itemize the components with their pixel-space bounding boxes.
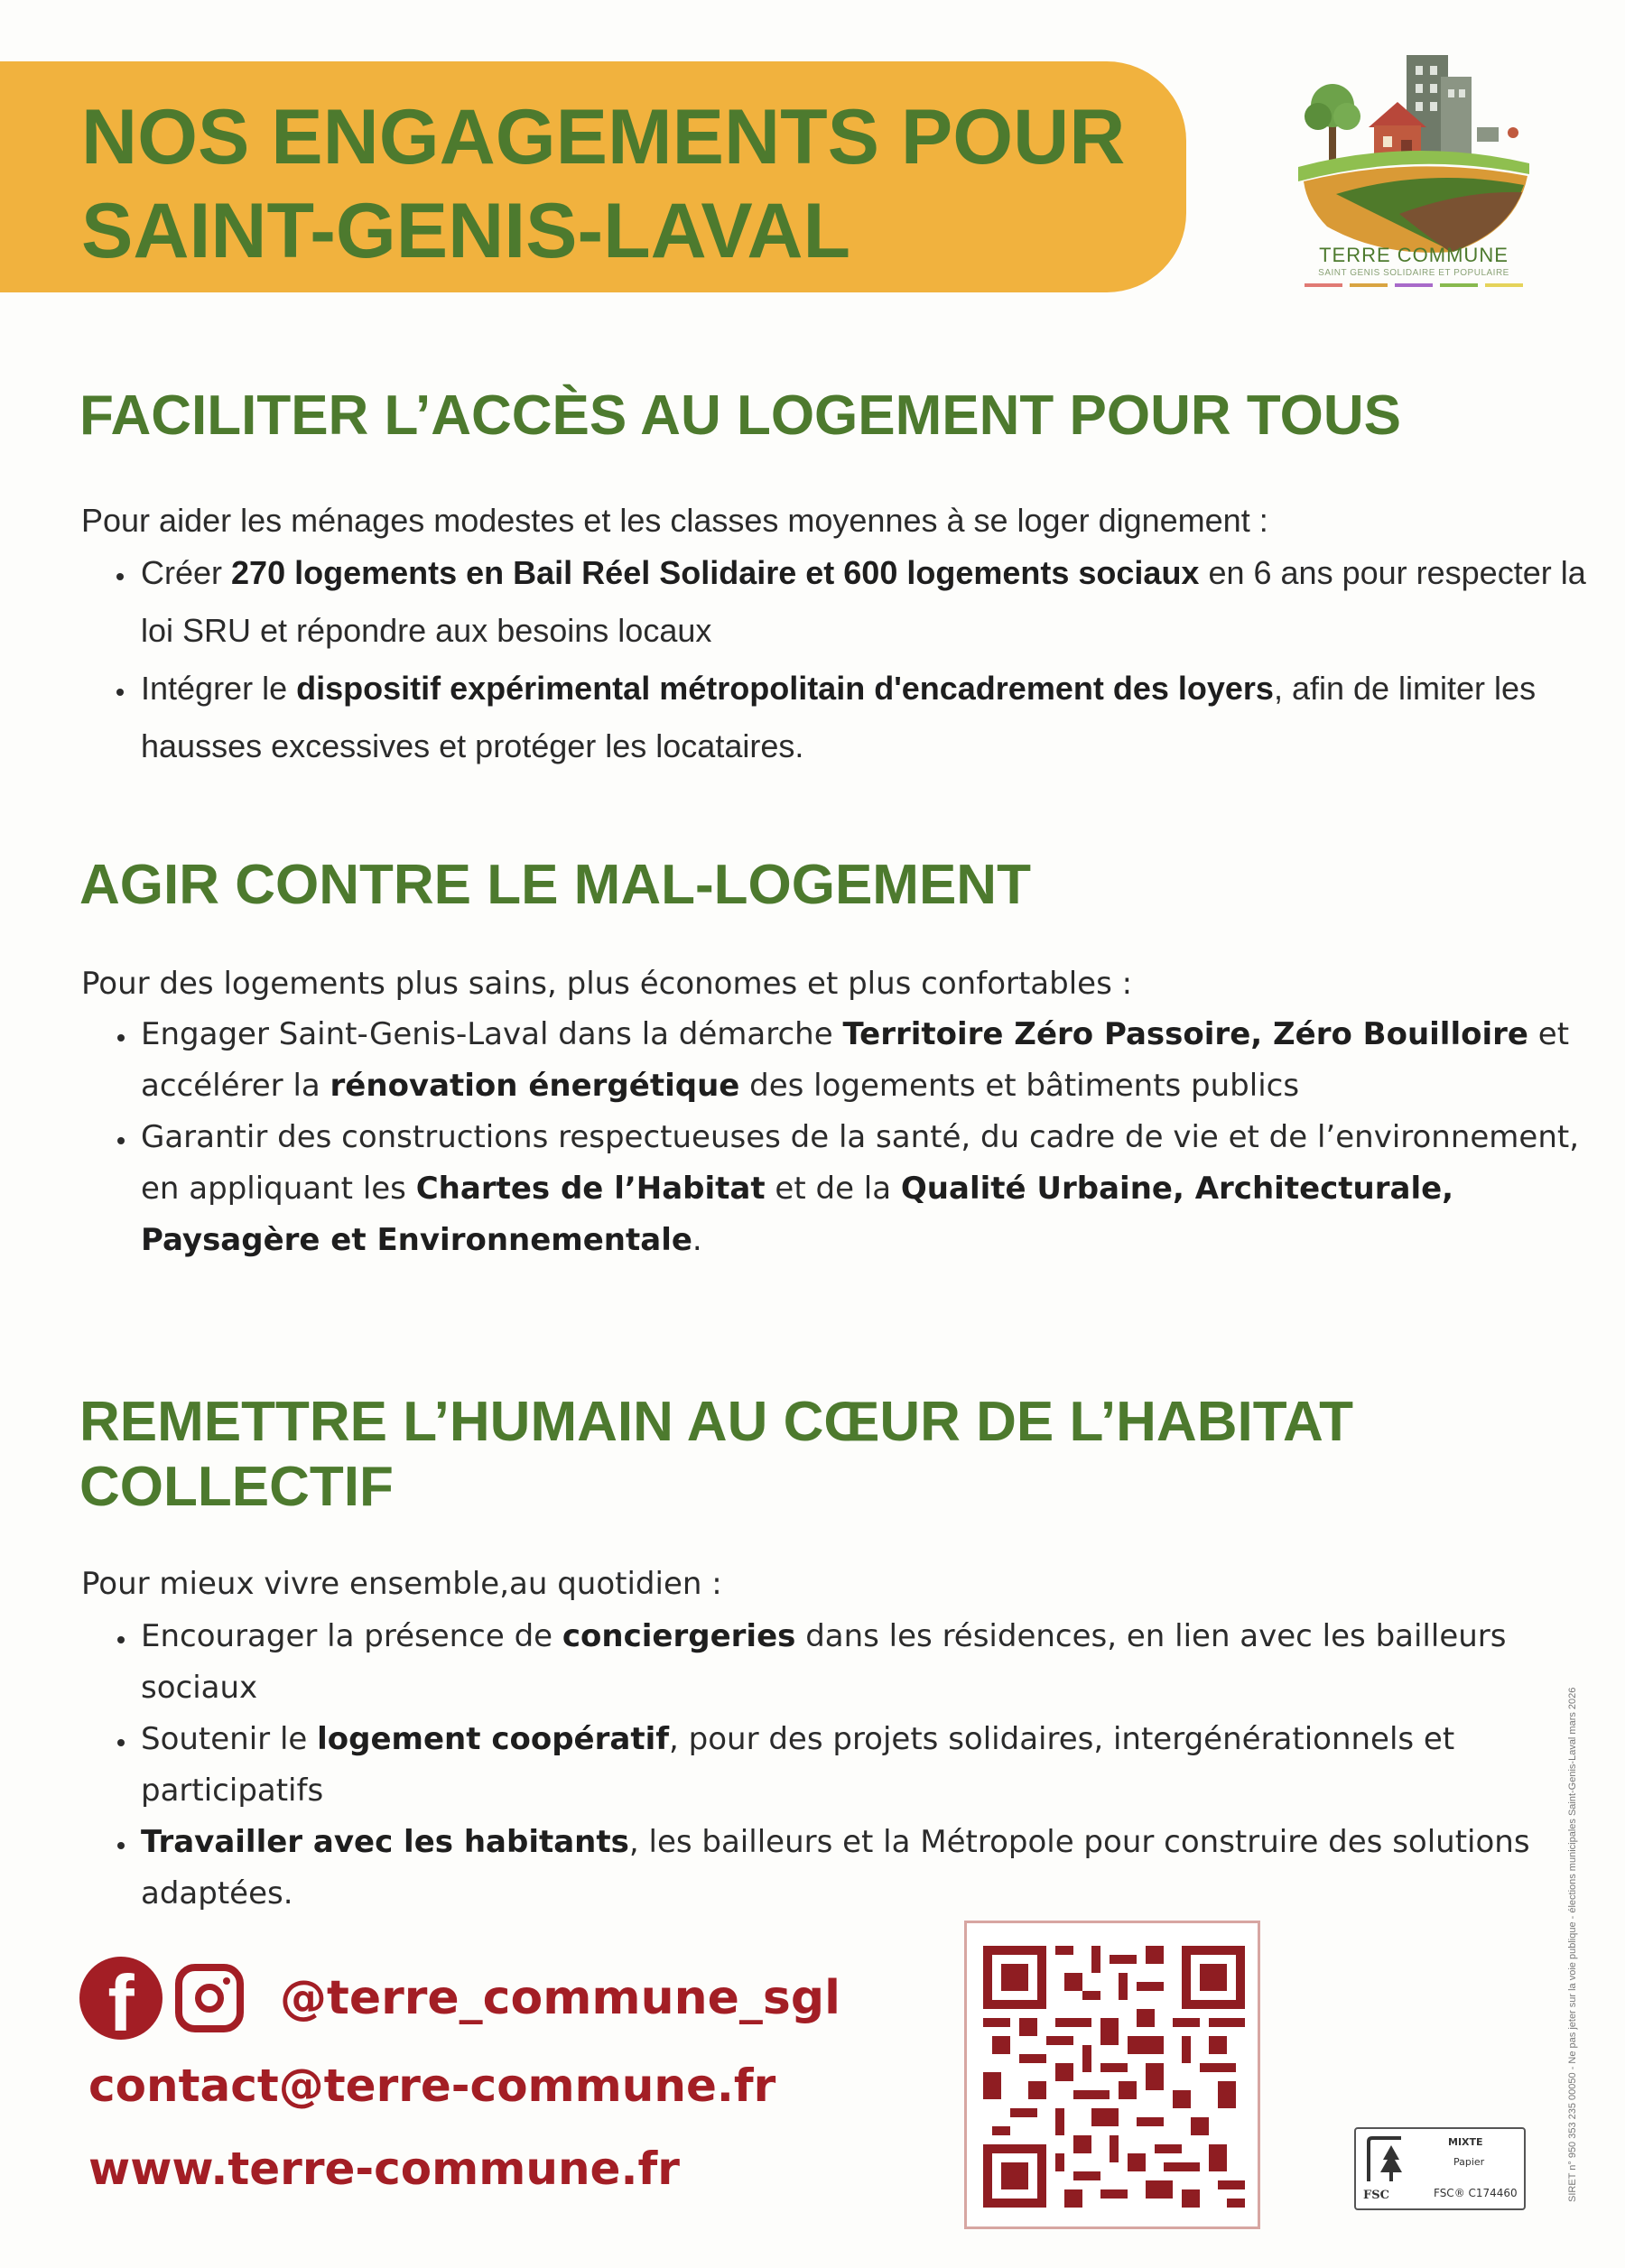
bullet-text: , afin de limiter les hausses excessives et protéger les locataires.: [141, 670, 1537, 764]
bullet-text: des logements et bâtiments publics: [739, 1068, 1300, 1104]
bullet-text: et accélérer la: [141, 1016, 1570, 1104]
bullet-text: Soutenir le: [141, 1721, 318, 1757]
bullet-item: [137, 660, 1618, 775]
page-title: [81, 90, 1201, 278]
bullet-text: dans les résidences, en lien avec les bailleurs sociaux: [141, 1618, 1507, 1706]
bullet-item: [137, 1009, 1582, 1112]
social-handle[interactable]: @terre_commune_sgl: [280, 1971, 840, 2025]
website-link[interactable]: www.terre-commune.fr: [88, 2143, 680, 2195]
contact-email[interactable]: contact@terre-commune.fr: [88, 2060, 776, 2112]
section-title-line-1: REMETTRE L’HUMAIN AU CŒUR DE L’HABITAT: [79, 1391, 1354, 1453]
page-title-line-2: SAINT-GENIS-LAVAL: [81, 188, 851, 274]
bullet-emphasis: Travailler avec les habitants: [141, 1824, 629, 1860]
section-intro-collective-housing: Pour mieux vivre ensemble,au quotidien :: [81, 1566, 722, 1602]
bullet-text: en 6 ans pour respecter la loi SRU et répondre aux besoins locaux: [141, 554, 1586, 649]
bullet-item: [137, 1817, 1582, 1920]
bullet-emphasis: Territoire Zéro Passoire, Zéro Bouilloire: [842, 1016, 1528, 1052]
logo-tagline: SAINT GENIS SOLIDAIRE ET POPULAIRE: [1318, 268, 1509, 278]
bullet-list: [81, 1009, 1582, 1266]
instagram-icon[interactable]: [175, 1964, 244, 2032]
section-title-line-2: COLLECTIF: [79, 1456, 394, 1518]
fsc-papier: Papier: [1453, 2156, 1485, 2168]
legal-note: SIRET n° 950 353 235 00050 - Ne pas jeter sur la voie publique - élections municipales Saint-Genis-Laval mars 2026: [1567, 1687, 1578, 2202]
bullet-item: [137, 544, 1618, 660]
bullet-emphasis: Qualité Urbaine, Architecturale, Paysagère et Environnementale: [141, 1171, 1454, 1258]
logo-color-stripes: [1305, 283, 1523, 287]
bullet-emphasis: dispositif expérimental métropolitain d'encadrement des loyers: [296, 670, 1274, 707]
bullet-text: Garantir des constructions respectueuses de la santé, du cadre de vie et de l’environnement, en appliquant les: [141, 1119, 1580, 1207]
bullet-text: .: [692, 1222, 702, 1258]
bullet-text: Encourager la présence de: [141, 1618, 562, 1654]
bullet-emphasis: conciergeries: [562, 1618, 796, 1654]
bullet-item: [137, 1611, 1582, 1714]
page-title-line-1: NOS ENGAGEMENTS POUR: [81, 94, 1126, 181]
fsc-tree-icon: [1365, 2136, 1417, 2185]
bullet-text: , les bailleurs et la Métropole pour construire des solutions adaptées.: [141, 1824, 1530, 1912]
fsc-code: FSC® C174460: [1434, 2187, 1518, 2199]
social-row: [79, 1957, 840, 2048]
bullet-item: [137, 1714, 1582, 1817]
bullet-emphasis: Chartes de l’Habitat: [415, 1171, 766, 1207]
bullet-text: et de la: [765, 1171, 901, 1207]
section-title-bad-housing: AGIR CONTRE LE MAL-LOGEMENT: [79, 854, 1031, 916]
bullet-item: [137, 1112, 1582, 1266]
facebook-icon[interactable]: f: [79, 1957, 162, 2040]
bullet-emphasis: rénovation énergétique: [330, 1068, 740, 1104]
bullet-text: Intégrer le: [141, 670, 297, 707]
bullet-emphasis: 270 logements en Bail Réel Solidaire et 600 logements sociaux: [231, 554, 1200, 591]
fsc-mixte: MIXTE: [1448, 2136, 1483, 2148]
bullet-text: Créer: [141, 554, 232, 591]
qr-code[interactable]: [964, 1921, 1260, 2229]
bullet-text: , pour des projets solidaires, intergénérationnels et participatifs: [141, 1721, 1455, 1809]
bullet-list: [81, 544, 1618, 775]
section-intro-housing-access: Pour aider les ménages modestes et les classes moyennes à se loger dignement :: [81, 502, 1268, 539]
bullet-emphasis: logement coopératif: [317, 1721, 670, 1757]
section-title-housing-access: FACILITER L’ACCÈS AU LOGEMENT POUR TOUS: [79, 384, 1401, 447]
logo-name: TERRE COMMUNE: [1319, 244, 1509, 266]
bullet-list: [81, 1611, 1582, 1920]
qr-code-pattern: [983, 1941, 1245, 2212]
section-title-collective-housing: [79, 1390, 1578, 1520]
bullet-text: Engager Saint-Genis-Laval dans la démarche: [141, 1016, 843, 1052]
section-intro-bad-housing: Pour des logements plus sains, plus économes et plus confortables :: [81, 966, 1133, 1002]
fsc-label: [1354, 2127, 1526, 2210]
fsc-text: FSC: [1363, 2189, 1389, 2202]
